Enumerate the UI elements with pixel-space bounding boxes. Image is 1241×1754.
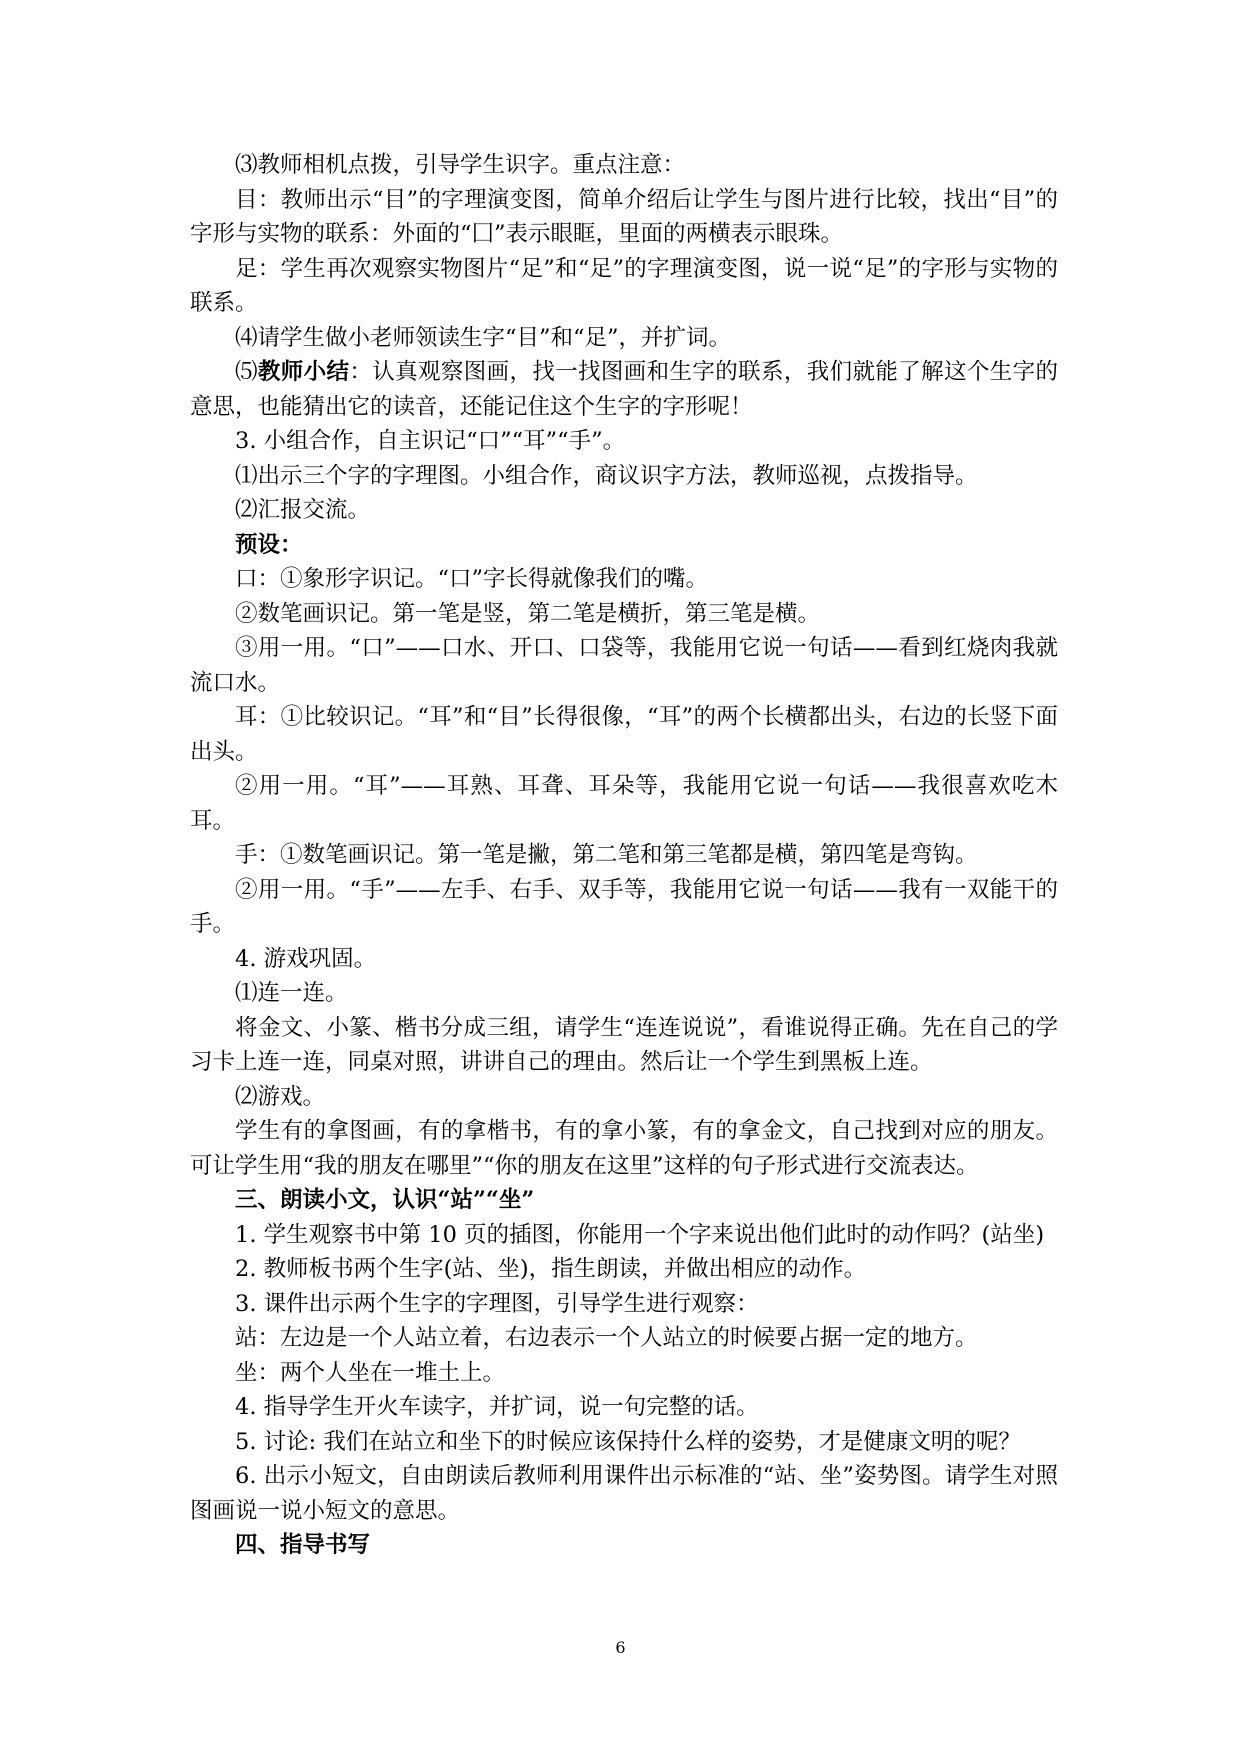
paragraph-kou-strokes: ②数笔画识记。第一笔是竖，第二笔是横折，第三笔是横。 [235, 600, 821, 627]
paragraph-show-three-characters: ⑴出示三个字的字理图。小组合作，商议识字方法，教师巡视，点拨指导。 [235, 462, 978, 489]
paragraph-kou-pictograph: 口：①象形字识记。“口”字长得就像我们的嘴。 [235, 566, 709, 592]
paragraph-game-heading: ⑵游戏。 [235, 1083, 326, 1110]
paragraph-mu-character: 目：教师出示“目”的字理演变图，简单介绍后让学生与图片进行比较，找出“目”的字形与实物的联系：外面的“囗”表示眼眶，里面的两横表示眼珠。 [190, 186, 1058, 247]
paragraph-shou-strokes: 手：①数笔画识记。第一笔是撇，第二笔和第三笔都是横，第四笔是弯钩。 [235, 842, 978, 868]
paragraph-discussion: 5. 讨论: 我们在站立和坐下的时候应该保持什么样的姿势，才是健康文明的呢？ [235, 1428, 1021, 1455]
paragraph-connect-activity: 将金文、小篆、楷书分成三组，请学生“连连说说”，看谁说得正确。先在自己的学习卡上连一连，同桌对照，讲讲自己的理由。然后让一个学生到黑板上连。 [190, 1014, 1058, 1075]
paragraph-observe-illustration: 1. 学生观察书中第 10 页的插图，你能用一个字来说出他们此时的动作吗？(站坐) [235, 1221, 1045, 1248]
paragraph-kou-usage: ③用一用。“口”——口水、开口、口袋等，我能用它说一句话——看到红烧肉我就流口水。 [190, 635, 1058, 696]
paragraph-connect-heading: ⑴连一连。 [235, 980, 348, 1006]
paragraph-teacher-guidance: ⑶教师相机点拨，引导学生识字。重点注意： [235, 152, 686, 178]
paragraph-group-cooperation: 3. 小组合作，自主识记“口”“耳”“手”。 [235, 428, 626, 454]
paragraph-show-character-origins: 3. 课件出示两个生字的字理图，引导学生进行观察： [235, 1290, 759, 1317]
summary-prefix: ⑸ [235, 359, 258, 385]
paragraph-report-exchange: ⑵汇报交流。 [235, 497, 371, 523]
paragraph-er-usage: ②用一用。“耳”——耳熟、耳聋、耳朵等，我能用它说一句话——我很喜欢吃木耳。 [190, 773, 1058, 834]
paragraph-zhan-character: 站：左边是一个人站立着，右边表示一个人站立的时候要占据一定的地方。 [235, 1325, 978, 1351]
paragraph-game-activity: 学生有的拿图画，有的拿楷书，有的拿小篆，有的拿金文，自己找到对应的朋友。可让学生用“我的朋友在哪里”“你的朋友在这里”这样的句子形式进行交流表达。 [190, 1118, 1058, 1179]
paragraph-teacher-summary [190, 355, 1058, 424]
paragraph-er-compare: 耳：①比较识记。“耳”和“目”长得很像，“耳”的两个长横都出头，右边的长竖下面出头。 [190, 704, 1058, 765]
paragraph-student-lead-reading: ⑷请学生做小老师领读生字“目”和“足”，并扩词。 [235, 324, 732, 351]
paragraph-game-consolidation: 4. 游戏巩固。 [235, 945, 377, 972]
paragraph-board-writing: 2. 教师板书两个生字(站、坐)，指生朗读，并做出相应的动作。 [235, 1256, 867, 1282]
page-number: 6 [615, 1638, 626, 1657]
section-heading-read-text: 三、朗读小文，认识“站”“坐” [235, 1187, 535, 1213]
paragraph-preset-heading: 预设： [235, 531, 303, 558]
paragraph-zuo-character: 坐：两个人坐在一堆土上。 [235, 1359, 506, 1386]
paragraph-train-reading: 4. 指导学生开火车读字，并扩词，说一句完整的话。 [235, 1394, 759, 1420]
summary-text: ：认真观察图画，找一找图画和生字的联系，我们就能了解这个生字的意思，也能猜出它的读音，还能记住这个生字的字形呢！ [190, 359, 1058, 420]
paragraph-shou-usage: ②用一用。“手”——左手、右手、双手等，我能用它说一句话——我有一双能干的手。 [190, 876, 1058, 937]
paragraph-zu-character: 足：学生再次观察实物图片“足”和“足”的字理演变图，说一说“足”的字形与实物的联系。 [190, 255, 1058, 316]
document-body [190, 148, 1058, 1563]
section-heading-writing-guidance: 四、指导书写 [235, 1532, 371, 1558]
summary-heading: 教师小结 [257, 359, 350, 385]
paragraph-short-text: 6. 出示小短文，自由朗读后教师利用课件出示标准的“站、坐”姿势图。请学生对照图画说一说小短文的意思。 [190, 1463, 1058, 1524]
